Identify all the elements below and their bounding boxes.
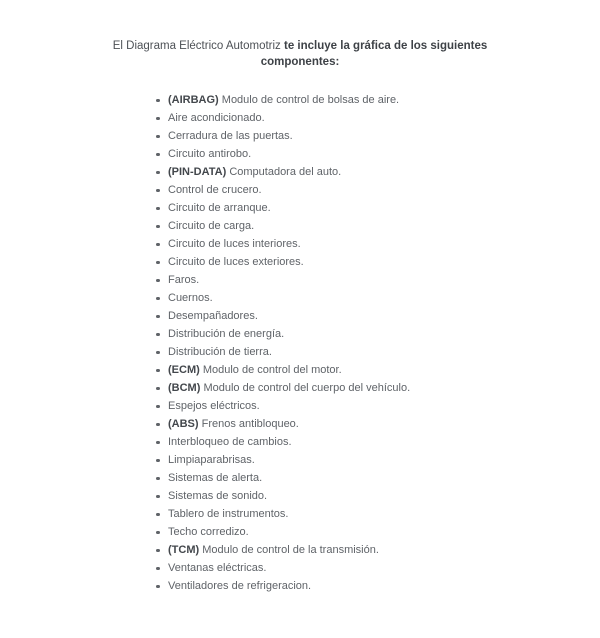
component-code: (PIN-DATA) [168,166,227,178]
component-label: Techo corredizo. [168,526,249,538]
component-label: Ventanas eléctricas. [168,562,267,574]
list-item [155,307,600,325]
list-item [155,253,600,271]
title-regular-text: El Diagrama Eléctrico Automotriz [112,40,281,52]
list-item [155,289,600,307]
component-label: Cerradura de las puertas. [168,130,293,142]
document-page [0,38,600,638]
component-label: Modulo de control del cuerpo del vehículo. [203,382,411,394]
list-item [155,523,600,541]
component-label: Circuito de luces exteriores. [168,256,304,268]
component-label: Distribución de energía. [168,328,285,340]
list-item [155,109,600,127]
list-item [155,487,600,505]
list-item [155,271,600,289]
component-label: Frenos antibloqueo. [201,418,299,430]
component-label: Modulo de control de la transmisión. [202,544,379,556]
list-item [155,577,600,595]
component-label: Tablero de instrumentos. [168,508,289,520]
component-label: Circuito antirobo. [168,148,252,160]
list-item [155,181,600,199]
component-list [155,91,600,595]
component-label: Aire acondicionado. [168,112,265,124]
component-label: Limpiaparabrisas. [168,454,255,466]
component-label: Modulo de control del motor. [202,364,342,376]
component-label: Interbloqueo de cambios. [168,436,292,448]
component-label: Control de crucero. [168,184,262,196]
component-label: Circuito de luces interiores. [168,238,301,250]
list-item [155,217,600,235]
list-item [155,397,600,415]
list-item [155,451,600,469]
component-code: (TCM) [168,544,200,556]
component-code: (AIRBAG) [168,94,219,106]
list-item [155,91,600,109]
list-item [155,325,600,343]
component-label: Modulo de control de bolsas de aire. [221,94,400,106]
component-label: Sistemas de alerta. [168,472,263,484]
list-item [155,379,600,397]
component-label: Circuito de arranque. [168,202,271,214]
list-item [155,361,600,379]
component-code: (ECM) [168,364,200,376]
list-item [155,559,600,577]
list-item [155,199,600,217]
component-code: (BCM) [168,382,201,394]
component-label: Sistemas de sonido. [168,490,268,502]
list-item [155,505,600,523]
list-item [155,163,600,181]
list-item [155,469,600,487]
component-label: Computadora del auto. [229,166,342,178]
component-label: Espejos eléctricos. [168,400,260,412]
component-label: Cuernos. [168,292,213,304]
component-label: Circuito de carga. [168,220,255,232]
list-item [155,433,600,451]
page-title [60,38,540,70]
list-item [155,127,600,145]
component-label: Faros. [168,274,200,286]
list-item [155,145,600,163]
list-item [155,415,600,433]
component-label: Desempañadores. [168,310,258,322]
component-label: Distribución de tierra. [168,346,272,358]
component-code: (ABS) [168,418,199,430]
list-item [155,541,600,559]
title-bold-line2: componentes: [260,56,340,68]
list-item [155,343,600,361]
list-item [155,235,600,253]
component-label: Ventiladores de refrigeracion. [168,580,312,592]
title-bold-line1: te incluye la gráfica de los siguientes [284,40,488,52]
